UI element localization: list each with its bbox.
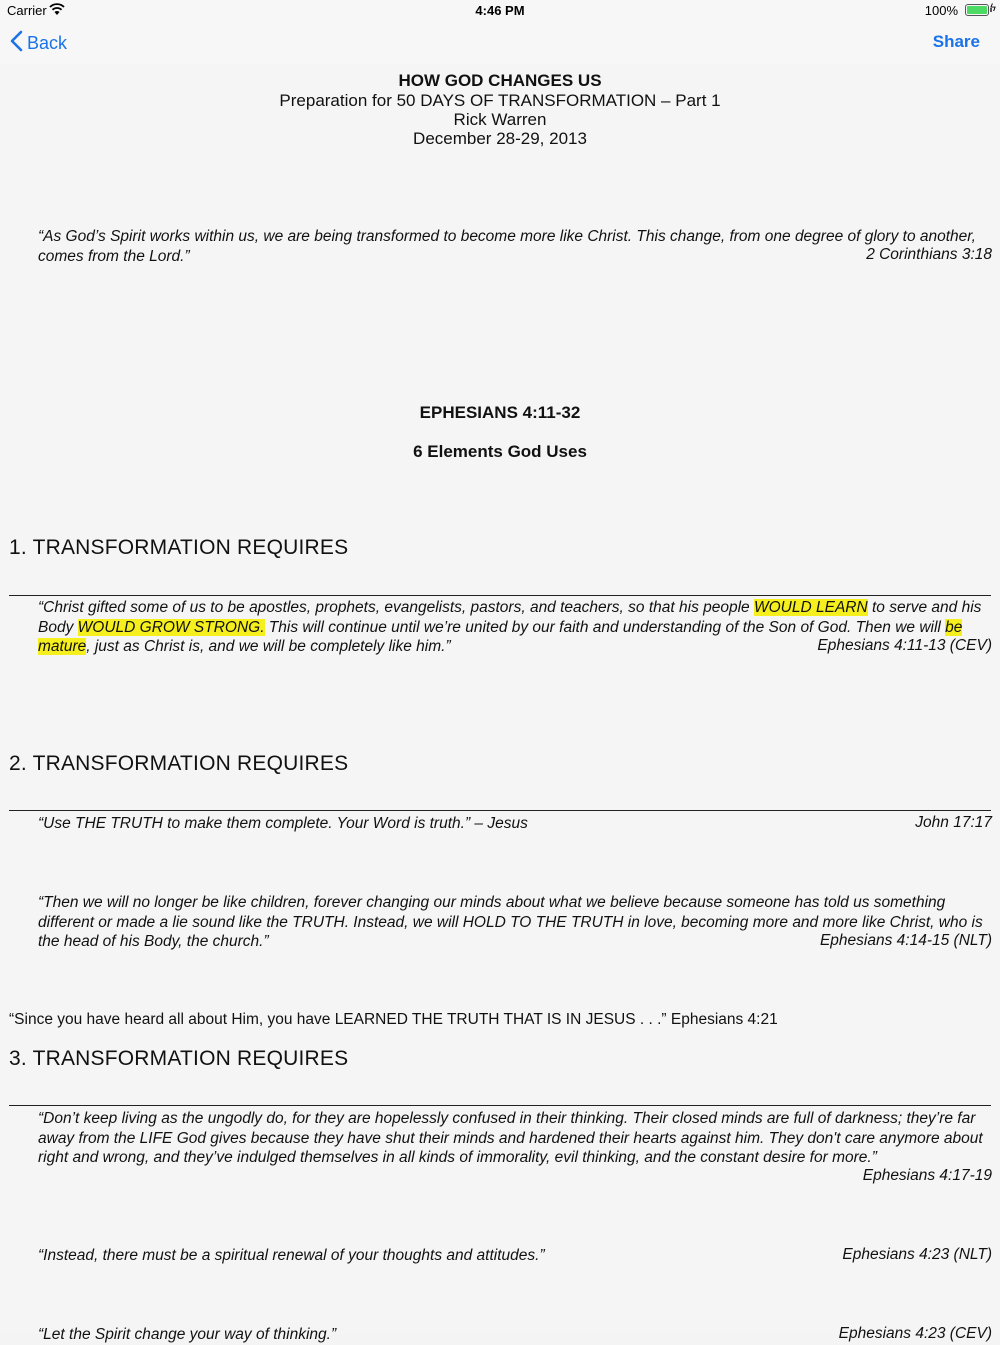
- section-3-reference-1: Ephesians 4:17-19: [862, 1167, 992, 1184]
- document-title: HOW GOD CHANGES US: [398, 71, 602, 90]
- section-1-quote: “Christ gifted some of us to be apostles, prophets, evangelists, pastors, and teachers, so that his people WOULD LEARN to serve and his Body WOULD GROW STRONG. This will continue until we’re united by our faith and understanding of the Son of God. Then we will be mature, just as Christ is, and we will be completely like him.”: [38, 599, 982, 655]
- section-3-heading: 3. TRANSFORMATION REQUIRES: [9, 1047, 349, 1070]
- section-2-quote-2: “Then we will no longer be like children, forever changing our minds about what we believe because someone has told us something different or made a lie sound like the TRUTH. Instead, we will HOLD TO THE TRUTH in love, becoming more and more like Christ, who is the head of his Body, the church.”: [38, 894, 983, 950]
- charging-icon: ϟ: [990, 2, 996, 14]
- section-1-reference: Ephesians 4:11-13 (CEV): [817, 637, 992, 654]
- document-author: Rick Warren: [453, 110, 547, 129]
- section-3-reference-2: Ephesians 4:23 (NLT): [842, 1246, 992, 1263]
- section-3-quote-2: “Instead, there must be a spiritual renewal of your thoughts and attitudes.”: [38, 1247, 545, 1264]
- section-2-reference-1: John 17:17: [915, 814, 992, 831]
- section-2-verse: “Since you have heard all about Him, you have LEARNED THE TRUTH THAT IS IN JESUS . . .” Ephesians 4:21: [9, 1011, 778, 1028]
- clock: 4:46 PM: [475, 3, 525, 18]
- elements-heading: 6 Elements God Uses: [413, 442, 587, 461]
- navigation-bar: [0, 22, 1000, 64]
- document-page[interactable]: [0, 64, 1000, 1343]
- section-3-blank-line: [9, 1105, 991, 1106]
- section-1-heading: 1. TRANSFORMATION REQUIRES: [9, 536, 349, 559]
- battery-icon: [965, 4, 989, 16]
- highlight: WOULD GROW STRONG.: [77, 618, 265, 636]
- intro-quote: “As God’s Spirit works within us, we are being transformed to become more like Christ. This change, from one degree of glory to another, comes from the Lord.”: [38, 228, 976, 265]
- status-bar: [0, 0, 1000, 22]
- back-button[interactable]: [10, 30, 67, 57]
- section-2-blank-line: [9, 810, 991, 811]
- highlight: be mature: [38, 618, 963, 655]
- passage-heading: EPHESIANS 4:11-32: [419, 403, 581, 422]
- carrier-label: Carrier: [7, 3, 47, 18]
- chevron-left-icon: [10, 30, 23, 57]
- battery-level-fill: [967, 6, 987, 14]
- section-2-heading: 2. TRANSFORMATION REQUIRES: [9, 752, 349, 775]
- document-date: December 28-29, 2013: [413, 129, 587, 148]
- intro-reference: 2 Corinthians 3:18: [866, 246, 992, 263]
- section-2-reference-2: Ephesians 4:14-15 (NLT): [819, 932, 992, 949]
- back-label: Back: [27, 33, 68, 53]
- section-2-quote-1: “Use THE TRUTH to make them complete. Your Word is truth.” – Jesus: [38, 815, 528, 832]
- section-1-blank-line: [9, 595, 991, 596]
- section-3-quote-3: “Let the Spirit change your way of thinking.”: [38, 1326, 337, 1343]
- section-3-quote-1: “Don’t keep living as the ungodly do, for they are hopelessly confused in their thinking. Their closed minds are full of darkness; they’re far away from the LIFE God gives because they have shut their minds and hardened their hearts against him. They don't care anymore about right and wrong, and they’ve indulged themselves in all kinds of immorality, evil thinking, and the constant desire for more.”: [38, 1110, 983, 1166]
- share-button[interactable]: Share: [932, 32, 980, 51]
- document-subtitle: Preparation for 50 DAYS OF TRANSFORMATION – Part 1: [279, 91, 721, 110]
- section-3-reference-3: Ephesians 4:23 (CEV): [838, 1325, 992, 1342]
- highlight: WOULD LEARN: [753, 599, 868, 616]
- battery-percent: 100%: [924, 3, 958, 18]
